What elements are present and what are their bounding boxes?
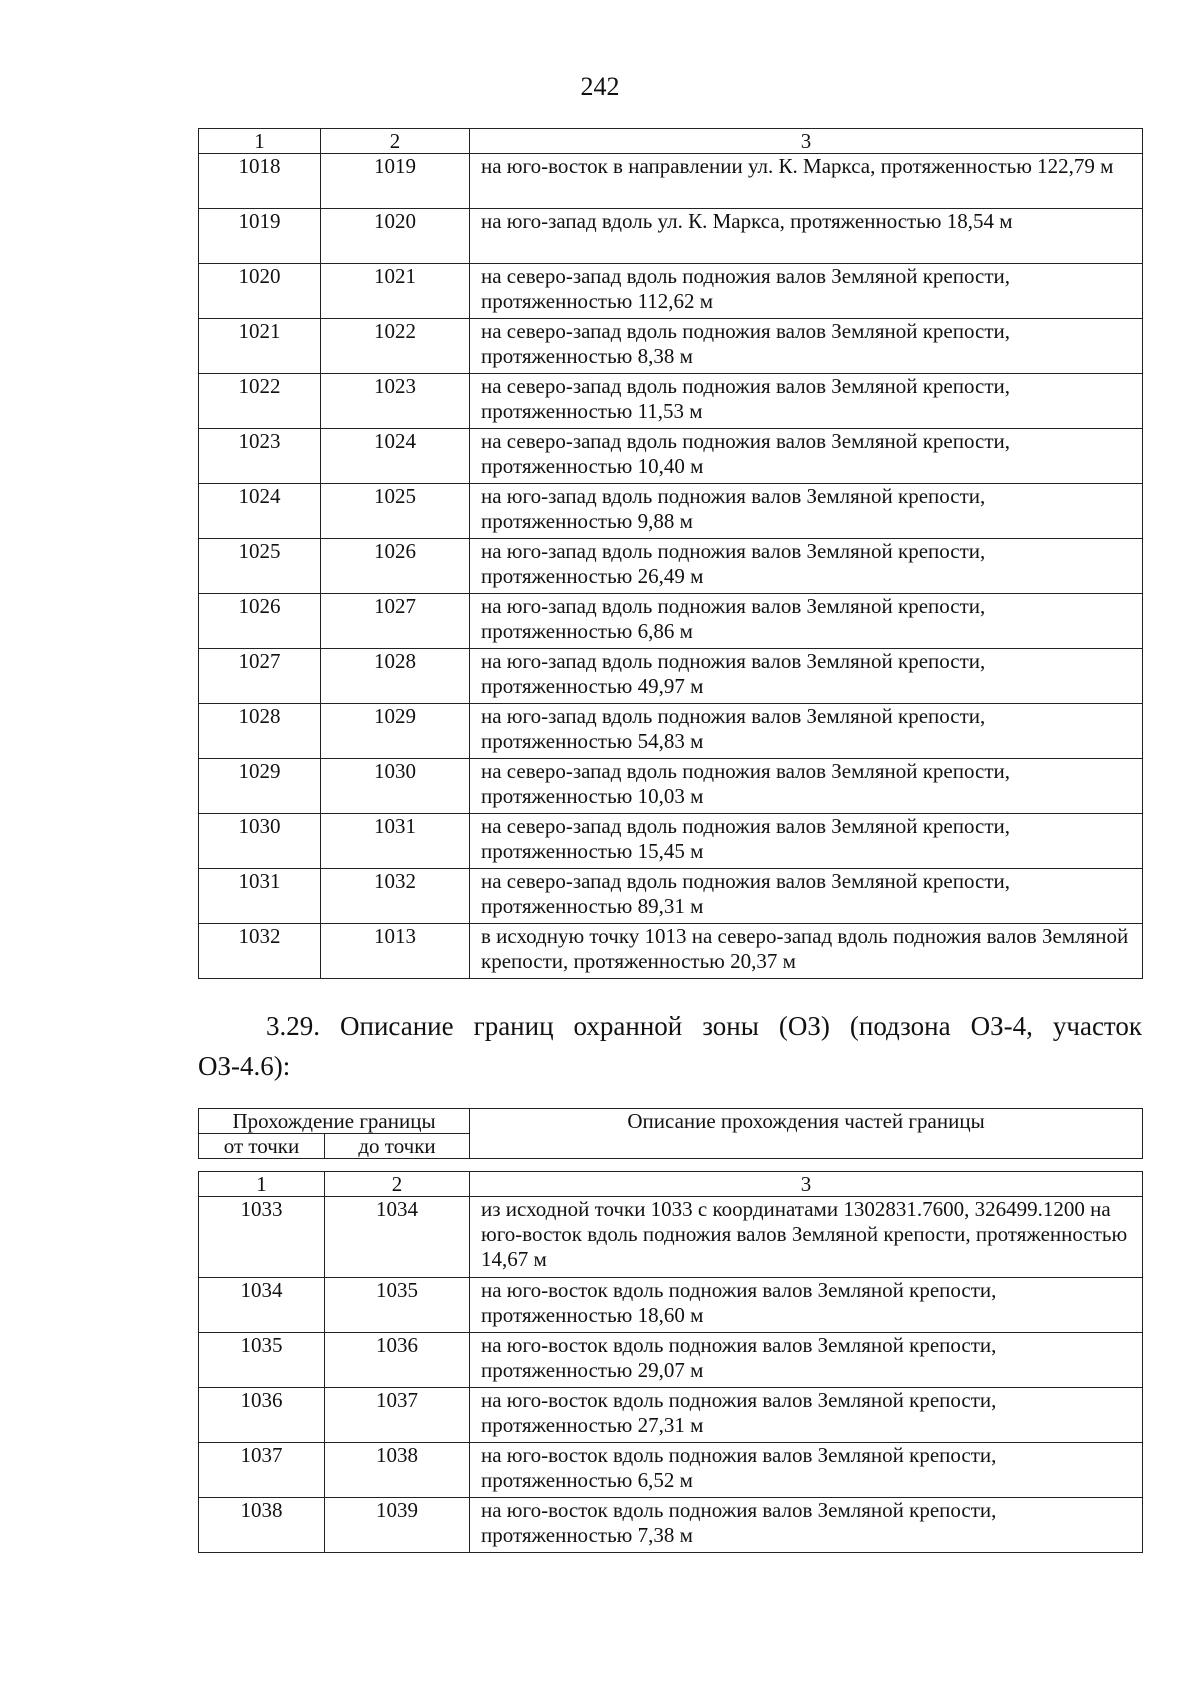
- from-point-cell: 1022: [199, 374, 321, 429]
- table-row: [199, 484, 1143, 539]
- column-number: 1: [199, 1172, 325, 1197]
- table-row: [199, 924, 1143, 979]
- to-point-cell: 1031: [321, 814, 470, 869]
- column-number: 2: [321, 129, 470, 154]
- description-cell: на юго-запад вдоль ул. К. Маркса, протяженностью 18,54 м: [470, 209, 1143, 264]
- from-point-cell: 1029: [199, 759, 321, 814]
- section-heading: [198, 1006, 1142, 1086]
- table-row: [199, 264, 1143, 319]
- from-point-cell: 1024: [199, 484, 321, 539]
- table-row: [199, 319, 1143, 374]
- section-heading-line: ОЗ-4.6):: [198, 1051, 291, 1081]
- table-row: [199, 869, 1143, 924]
- table-row: [199, 539, 1143, 594]
- from-point-cell: 1031: [199, 869, 321, 924]
- table-row: [199, 1498, 1143, 1553]
- from-point-cell: 1018: [199, 154, 321, 209]
- description-cell: на юго-запад вдоль подножия валов Земляной крепости, протяженностью 9,88 м: [470, 484, 1143, 539]
- description-cell: в исходную точку 1013 на северо-запад вдоль подножия валов Земляной крепости, протяженностью 20,37 м: [470, 924, 1143, 979]
- table-row: [199, 374, 1143, 429]
- to-point-cell: 1021: [321, 264, 470, 319]
- to-point-cell: 1027: [321, 594, 470, 649]
- header-passage: Прохождение границы: [199, 1109, 470, 1134]
- from-point-cell: 1036: [199, 1388, 325, 1443]
- column-number: 3: [470, 1172, 1143, 1197]
- from-point-cell: 1019: [199, 209, 321, 264]
- from-point-cell: 1023: [199, 429, 321, 484]
- description-cell: на северо-запад вдоль подножия валов Земляной крепости, протяженностью 10,40 м: [470, 429, 1143, 484]
- from-point-cell: 1030: [199, 814, 321, 869]
- description-cell: на юго-восток вдоль подножия валов Земляной крепости, протяженностью 6,52 м: [470, 1443, 1143, 1498]
- table-row: [199, 209, 1143, 264]
- description-cell: на юго-запад вдоль подножия валов Земляной крепости, протяженностью 49,97 м: [470, 649, 1143, 704]
- description-cell: на юго-восток в направлении ул. К. Маркса, протяженностью 122,79 м: [470, 154, 1143, 209]
- boundary-table-header: [198, 1108, 1143, 1159]
- column-number: 1: [199, 129, 321, 154]
- to-point-cell: 1024: [321, 429, 470, 484]
- description-cell: на юго-запад вдоль подножия валов Земляной крепости, протяженностью 54,83 м: [470, 704, 1143, 759]
- table-row: [199, 814, 1143, 869]
- from-point-cell: 1025: [199, 539, 321, 594]
- from-point-cell: 1021: [199, 319, 321, 374]
- from-point-cell: 1034: [199, 1278, 325, 1333]
- from-point-cell: 1032: [199, 924, 321, 979]
- table-row: [199, 649, 1143, 704]
- to-point-cell: 1020: [321, 209, 470, 264]
- table-row: [199, 429, 1143, 484]
- header-row: [199, 1109, 1143, 1134]
- to-point-cell: 1037: [325, 1388, 470, 1443]
- table-row: [199, 154, 1143, 209]
- description-cell: на северо-запад вдоль подножия валов Земляной крепости, протяженностью 89,31 м: [470, 869, 1143, 924]
- to-point-cell: 1022: [321, 319, 470, 374]
- to-point-cell: 1025: [321, 484, 470, 539]
- to-point-cell: 1029: [321, 704, 470, 759]
- to-point-cell: 1035: [325, 1278, 470, 1333]
- to-point-cell: 1039: [325, 1498, 470, 1553]
- description-cell: на юго-запад вдоль подножия валов Земляной крепости, протяженностью 26,49 м: [470, 539, 1143, 594]
- boundary-table: [198, 1171, 1143, 1553]
- to-point-cell: 1036: [325, 1333, 470, 1388]
- description-cell: на северо-запад вдоль подножия валов Земляной крепости, протяженностью 112,62 м: [470, 264, 1143, 319]
- boundary-table-continued: [198, 128, 1143, 979]
- table-row: [199, 1278, 1143, 1333]
- to-point-cell: 1023: [321, 374, 470, 429]
- header-from-point: от точки: [199, 1134, 325, 1159]
- from-point-cell: 1038: [199, 1498, 325, 1553]
- to-point-cell: 1030: [321, 759, 470, 814]
- to-point-cell: 1038: [325, 1443, 470, 1498]
- table-row: [199, 594, 1143, 649]
- description-cell: на северо-запад вдоль подножия валов Земляной крепости, протяженностью 15,45 м: [470, 814, 1143, 869]
- table-row: [199, 759, 1143, 814]
- table-row: [199, 1388, 1143, 1443]
- from-point-cell: 1033: [199, 1197, 325, 1278]
- table-row: [199, 704, 1143, 759]
- to-point-cell: 1034: [325, 1197, 470, 1278]
- from-point-cell: 1026: [199, 594, 321, 649]
- from-point-cell: 1027: [199, 649, 321, 704]
- page-number: 242: [580, 72, 620, 101]
- description-cell: на юго-восток вдоль подножия валов Земляной крепости, протяженностью 27,31 м: [470, 1388, 1143, 1443]
- from-point-cell: 1037: [199, 1443, 325, 1498]
- from-point-cell: 1028: [199, 704, 321, 759]
- to-point-cell: 1026: [321, 539, 470, 594]
- section-heading-line: 3.29. Описание границ охранной зоны (ОЗ) (подзона ОЗ-4, участок: [266, 1011, 1142, 1041]
- to-point-cell: 1028: [321, 649, 470, 704]
- description-cell: на юго-восток вдоль подножия валов Земляной крепости, протяженностью 18,60 м: [470, 1278, 1143, 1333]
- table-row: [199, 1197, 1143, 1278]
- header-to-point: до точки: [325, 1134, 470, 1159]
- header-description: Описание прохождения частей границы: [470, 1109, 1143, 1159]
- description-cell: на юго-восток вдоль подножия валов Земляной крепости, протяженностью 7,38 м: [470, 1498, 1143, 1553]
- description-cell: на северо-запад вдоль подножия валов Земляной крепости, протяженностью 10,03 м: [470, 759, 1143, 814]
- to-point-cell: 1013: [321, 924, 470, 979]
- table-row: [199, 1333, 1143, 1388]
- table-row: [199, 1443, 1143, 1498]
- description-cell: из исходной точки 1033 с координатами 1302831.7600, 326499.1200 на юго-восток вдоль подножия валов Земляной крепости, протяженностью 14,67 м: [470, 1197, 1143, 1278]
- from-point-cell: 1020: [199, 264, 321, 319]
- column-number: 3: [470, 129, 1143, 154]
- description-cell: на юго-восток вдоль подножия валов Земляной крепости, протяженностью 29,07 м: [470, 1333, 1143, 1388]
- column-number-row: [199, 129, 1143, 154]
- description-cell: на юго-запад вдоль подножия валов Земляной крепости, протяженностью 6,86 м: [470, 594, 1143, 649]
- column-number-row: [199, 1172, 1143, 1197]
- to-point-cell: 1019: [321, 154, 470, 209]
- from-point-cell: 1035: [199, 1333, 325, 1388]
- to-point-cell: 1032: [321, 869, 470, 924]
- column-number: 2: [325, 1172, 470, 1197]
- description-cell: на северо-запад вдоль подножия валов Земляной крепости, протяженностью 8,38 м: [470, 319, 1143, 374]
- description-cell: на северо-запад вдоль подножия валов Земляной крепости, протяженностью 11,53 м: [470, 374, 1143, 429]
